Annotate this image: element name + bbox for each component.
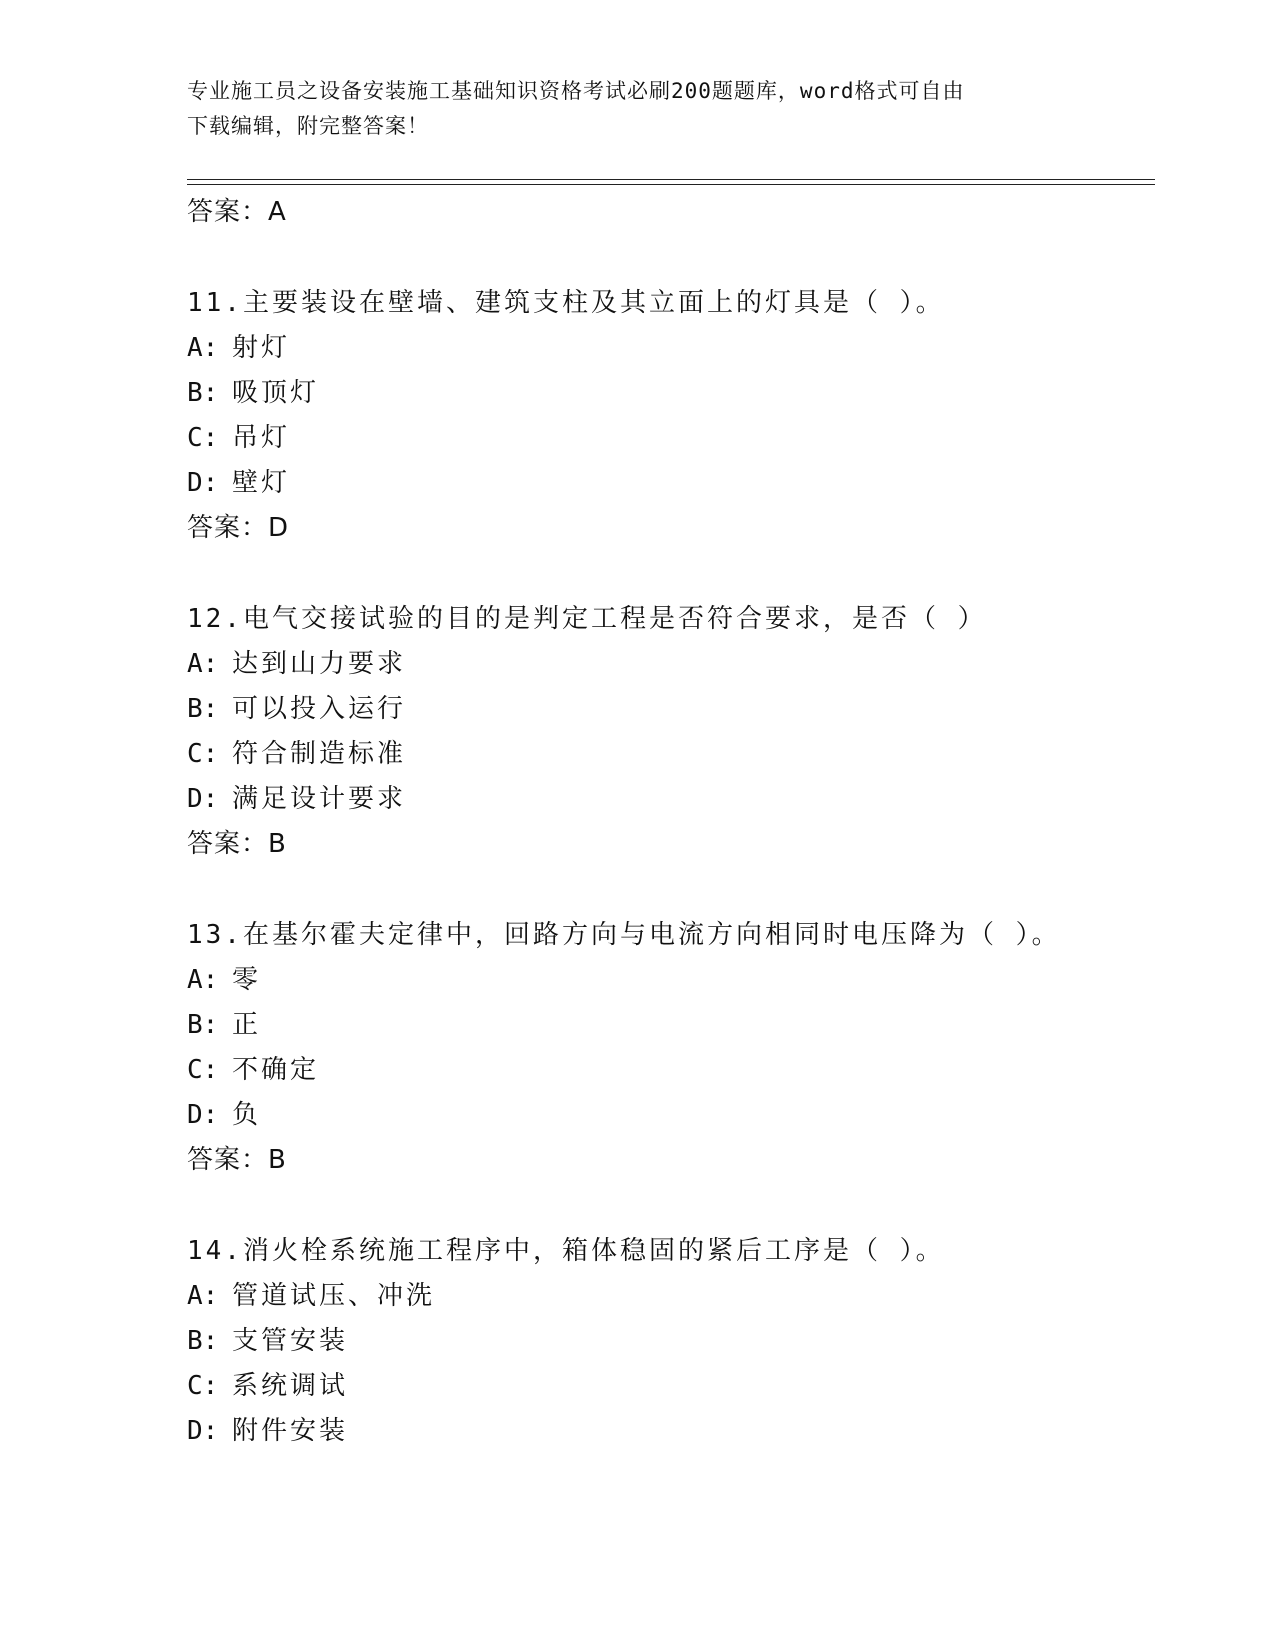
option-text: 零	[232, 965, 262, 995]
option-text: 正	[232, 1010, 262, 1040]
option-label: A:	[187, 649, 219, 679]
option-label: C:	[187, 1055, 219, 1085]
option-text: 负	[232, 1100, 262, 1130]
question-title: 12.电气交接试验的目的是判定工程是否符合要求，是否（ ）	[187, 604, 987, 634]
option-a	[187, 642, 1147, 687]
option-text: 满足设计要求	[232, 784, 407, 814]
option-text: 支管安装	[232, 1326, 349, 1356]
option-b	[187, 1003, 1147, 1048]
option-label: D:	[187, 784, 219, 814]
answer: 答案：B	[187, 829, 287, 859]
option-c	[187, 1048, 1147, 1093]
option-label: B:	[187, 1326, 219, 1356]
option-label: A:	[187, 965, 219, 995]
option-text: 管道试压、冲洗	[232, 1281, 436, 1311]
option-text: 符合制造标准	[232, 739, 407, 769]
question-12	[187, 597, 1147, 867]
question-14	[187, 1229, 1147, 1454]
option-text: 吸顶灯	[232, 378, 320, 408]
option-a	[187, 958, 1147, 1003]
option-text: 壁灯	[232, 468, 291, 498]
option-c	[187, 1364, 1147, 1409]
option-b	[187, 371, 1147, 416]
option-text: 射灯	[232, 333, 291, 363]
document-header	[187, 74, 1067, 144]
option-c	[187, 416, 1147, 461]
header-line-2: 下载编辑，附完整答案！	[187, 114, 429, 138]
option-a	[187, 326, 1147, 371]
option-text: 系统调试	[232, 1371, 349, 1401]
answer: 答案：B	[187, 1145, 287, 1175]
header-line-1: 专业施工员之设备安装施工基础知识资格考试必刷200题题库，word格式可自由	[187, 79, 965, 103]
option-c	[187, 732, 1147, 777]
option-d	[187, 777, 1147, 822]
option-label: B:	[187, 1010, 219, 1040]
option-label: D:	[187, 468, 219, 498]
option-label: B:	[187, 378, 219, 408]
option-text: 可以投入运行	[232, 694, 407, 724]
option-d	[187, 1093, 1147, 1138]
option-text: 不确定	[232, 1055, 320, 1085]
option-label: C:	[187, 423, 219, 453]
previous-answer: 答案：A	[187, 197, 287, 227]
question-list	[187, 190, 1147, 1454]
header-divider-top	[187, 179, 1155, 180]
option-label: D:	[187, 1100, 219, 1130]
option-d	[187, 1409, 1147, 1454]
option-label: A:	[187, 333, 219, 363]
option-text: 附件安装	[232, 1416, 349, 1446]
option-b	[187, 1319, 1147, 1364]
question-title: 14.消火栓系统施工程序中，箱体稳固的紧后工序是（ ）。	[187, 1236, 945, 1266]
option-d	[187, 461, 1147, 506]
option-b	[187, 687, 1147, 732]
option-text: 达到山力要求	[232, 649, 407, 679]
option-text: 吊灯	[232, 423, 291, 453]
option-label: C:	[187, 739, 219, 769]
question-title: 11.主要装设在壁墙、建筑支柱及其立面上的灯具是（ ）。	[187, 288, 945, 318]
option-label: A:	[187, 1281, 219, 1311]
option-label: C:	[187, 1371, 219, 1401]
option-a	[187, 1274, 1147, 1319]
question-11	[187, 281, 1147, 551]
question-13	[187, 913, 1147, 1183]
question-title: 13.在基尔霍夫定律中，回路方向与电流方向相同时电压降为（ ）。	[187, 920, 1061, 950]
answer: 答案：D	[187, 513, 290, 543]
option-label: B:	[187, 694, 219, 724]
header-divider-bottom	[187, 184, 1155, 185]
option-label: D:	[187, 1416, 219, 1446]
